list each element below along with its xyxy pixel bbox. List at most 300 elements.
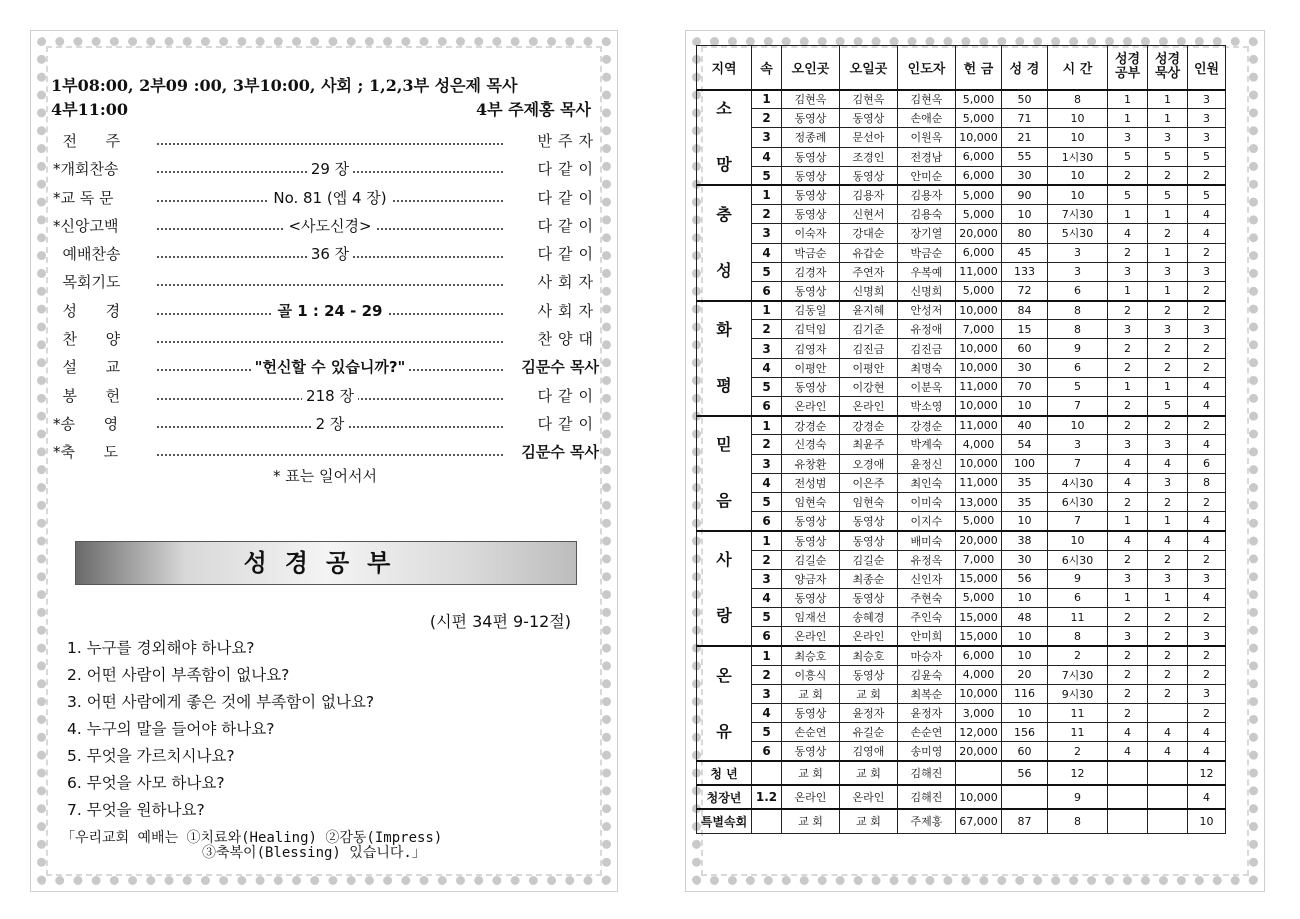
- table-cell: 10: [1002, 588, 1048, 607]
- table-cell: 12,000: [956, 723, 1002, 742]
- table-cell: 동영상: [782, 147, 840, 166]
- table-cell: 3: [1108, 262, 1148, 281]
- table-row: [697, 147, 1226, 166]
- table-cell: 3: [1188, 320, 1226, 339]
- table-cell: 동영상: [782, 377, 840, 396]
- table-cell: 2: [1148, 358, 1188, 377]
- table-cell: [1108, 785, 1148, 809]
- order-row: [53, 297, 599, 325]
- table-cell: 4: [1188, 785, 1226, 809]
- column-header-line: 묵상: [1154, 66, 1181, 82]
- special-region: 청장년: [697, 785, 752, 809]
- group-number: 5: [752, 166, 782, 185]
- table-cell: 7: [1048, 397, 1108, 416]
- table-cell: 11: [1048, 723, 1108, 742]
- column-header: 속: [752, 46, 782, 90]
- table-cell: 동영상: [782, 588, 840, 607]
- table-cell: 11: [1048, 608, 1108, 627]
- table-cell: 동영상: [840, 665, 898, 684]
- order-row: [53, 410, 599, 438]
- table-cell: 156: [1002, 723, 1048, 742]
- table-cell: 교 회: [782, 809, 840, 833]
- group-number: 5: [752, 608, 782, 627]
- table-cell: 11: [1048, 704, 1108, 723]
- table-cell: 7시30: [1048, 205, 1108, 224]
- table-cell: 11,000: [956, 377, 1002, 396]
- order-detail: [157, 212, 503, 240]
- table-cell: 2: [1148, 301, 1188, 320]
- table-cell: 송미영: [898, 742, 956, 761]
- order-leader: 다같이: [537, 245, 599, 264]
- left-page: [30, 30, 618, 892]
- special-number: 1.2: [752, 785, 782, 809]
- order-detail: [157, 184, 503, 212]
- region-cell: 소 망: [697, 90, 752, 186]
- table-cell: 2: [1188, 243, 1226, 262]
- special-row: [697, 809, 1226, 833]
- table-cell: 2: [1148, 492, 1188, 511]
- table-cell: 8: [1048, 320, 1108, 339]
- table-cell: 김기준: [840, 320, 898, 339]
- order-row: [53, 325, 599, 353]
- table-cell: 우복예: [898, 262, 956, 281]
- table-cell: 4: [1148, 742, 1188, 761]
- table-cell: 4: [1188, 742, 1226, 761]
- question-item: 5. 무엇을 가르치시나요?: [67, 747, 235, 765]
- order-label: *축 도: [53, 443, 119, 462]
- table-cell: 2: [1108, 243, 1148, 262]
- table-cell: 강경순: [898, 416, 956, 435]
- column-header-line: 성경: [1114, 52, 1141, 68]
- table-cell: 동영상: [840, 166, 898, 185]
- order-leader: 사회자: [537, 301, 599, 320]
- table-cell: 48: [1002, 608, 1048, 627]
- table-cell: 100: [1002, 454, 1048, 473]
- column-header-line: 성경: [1154, 52, 1181, 68]
- table-cell: 10,000: [956, 339, 1002, 358]
- group-number: 4: [752, 473, 782, 492]
- table-header: [697, 46, 1226, 90]
- table-row: [697, 416, 1226, 435]
- table-cell: 오경애: [840, 454, 898, 473]
- table-cell: 이흥식: [782, 665, 840, 684]
- order-detail-text: <사도신경>: [284, 217, 375, 235]
- table-cell: 신명희: [840, 281, 898, 300]
- group-number: 3: [752, 684, 782, 703]
- order-row: [53, 240, 599, 268]
- table-cell: 2: [1108, 704, 1148, 723]
- question-item: 6. 무엇을 사모 하나요?: [67, 774, 225, 792]
- table-cell: 교 회: [782, 684, 840, 703]
- column-header: 성 경: [1002, 46, 1048, 90]
- group-number: 1: [752, 90, 782, 109]
- table-cell: 60: [1002, 742, 1048, 761]
- order-leader: 김문수 목사: [521, 443, 599, 462]
- table-cell: 김현옥: [782, 90, 840, 109]
- order-label: *개회찬송: [53, 160, 119, 179]
- right-page: [685, 30, 1265, 892]
- table-cell: 2: [1108, 608, 1148, 627]
- column-header: 인원: [1188, 46, 1226, 90]
- table-cell: 7: [1048, 512, 1108, 531]
- table-cell: 10: [1002, 704, 1048, 723]
- table-cell: 8: [1048, 90, 1108, 109]
- table-row: [697, 608, 1226, 627]
- table-cell: 10: [1002, 512, 1048, 531]
- group-number: 5: [752, 377, 782, 396]
- table-cell: 온라인: [840, 397, 898, 416]
- table-cell: 2: [1188, 646, 1226, 665]
- table-cell: 5: [1188, 147, 1226, 166]
- table-cell: 1: [1108, 205, 1148, 224]
- group-number: 6: [752, 512, 782, 531]
- attendance-table: [696, 45, 1226, 834]
- table-cell: 2: [1108, 358, 1148, 377]
- table-cell: 김현옥: [898, 90, 956, 109]
- table-row: [697, 205, 1226, 224]
- table-cell: 온라인: [782, 627, 840, 646]
- table-cell: 2: [1048, 742, 1108, 761]
- table-cell: 김현옥: [840, 90, 898, 109]
- table-cell: 조경인: [840, 147, 898, 166]
- table-cell: 김영애: [840, 742, 898, 761]
- group-number: 3: [752, 224, 782, 243]
- group-number: 5: [752, 723, 782, 742]
- table-row: [697, 109, 1226, 128]
- table-cell: 박금순: [782, 243, 840, 262]
- table-cell: 최명숙: [898, 358, 956, 377]
- table-cell: 이평안: [840, 358, 898, 377]
- table-cell: [1108, 761, 1148, 785]
- table-cell: 20,000: [956, 531, 1002, 550]
- table-cell: 5시30: [1048, 224, 1108, 243]
- table-cell: 2: [1148, 665, 1188, 684]
- group-number: 6: [752, 742, 782, 761]
- scripture-reference: (시편 34편 9-12절): [429, 612, 571, 631]
- table-row: [697, 301, 1226, 320]
- group-number: 1: [752, 301, 782, 320]
- table-cell: 동영상: [782, 512, 840, 531]
- table-cell: 동영상: [782, 742, 840, 761]
- order-detail-text: 2 장: [312, 415, 349, 433]
- table-cell: 김영자: [782, 339, 840, 358]
- table-cell: 김덕임: [782, 320, 840, 339]
- table-cell: 손애순: [898, 109, 956, 128]
- table-cell: 2: [1148, 646, 1188, 665]
- table-cell: 8: [1048, 301, 1108, 320]
- table-cell: 5,000: [956, 185, 1002, 204]
- table-row: [697, 627, 1226, 646]
- table-cell: 7시30: [1048, 665, 1108, 684]
- table-cell: 9: [1048, 339, 1108, 358]
- table-cell: 10,000: [956, 785, 1002, 809]
- table-cell: 70: [1002, 377, 1048, 396]
- table-cell: 동영상: [782, 281, 840, 300]
- table-cell: 김진금: [898, 339, 956, 358]
- table-row: [697, 684, 1226, 703]
- table-row: [697, 262, 1226, 281]
- question-item: 1. 누구를 경외해야 하나요?: [67, 639, 255, 657]
- table-cell: 2: [1148, 608, 1188, 627]
- group-number: 1: [752, 646, 782, 665]
- table-cell: 2: [1108, 416, 1148, 435]
- group-number: 2: [752, 435, 782, 454]
- table-cell: 55: [1002, 147, 1048, 166]
- table-cell: 1: [1108, 377, 1148, 396]
- table-cell: 강경순: [782, 416, 840, 435]
- group-number: 6: [752, 397, 782, 416]
- order-leader: 찬양대: [537, 330, 599, 349]
- table-cell: 4: [1148, 454, 1188, 473]
- bible-study-banner: 성경공부: [75, 541, 577, 585]
- table-row: [697, 435, 1226, 454]
- special-number: [752, 761, 782, 785]
- table-cell: 신경숙: [782, 435, 840, 454]
- table-row: [697, 166, 1226, 185]
- table-cell: 10,000: [956, 301, 1002, 320]
- table-cell: 6: [1188, 454, 1226, 473]
- table-cell: 6,000: [956, 243, 1002, 262]
- table-cell: 2: [1188, 416, 1226, 435]
- special-region: 청 년: [697, 761, 752, 785]
- table-cell: 54: [1002, 435, 1048, 454]
- table-cell: 4: [1148, 531, 1188, 550]
- group-number: 3: [752, 128, 782, 147]
- table-cell: 15: [1002, 320, 1048, 339]
- table-cell: 6: [1048, 588, 1108, 607]
- table-cell: 임현숙: [840, 492, 898, 511]
- table-cell: 13,000: [956, 492, 1002, 511]
- table-cell: 양금자: [782, 569, 840, 588]
- table-cell: 김길순: [782, 550, 840, 569]
- table-cell: 80: [1002, 224, 1048, 243]
- order-detail: [157, 297, 503, 325]
- table-cell: 5: [1108, 185, 1148, 204]
- table-cell: 이평안: [782, 358, 840, 377]
- question-item: 2. 어떤 사람이 부족함이 없나요?: [67, 666, 290, 684]
- special-row: [697, 785, 1226, 809]
- table-cell: 2: [1108, 301, 1148, 320]
- order-label: 예배찬송: [53, 245, 121, 264]
- table-cell: 온라인: [782, 785, 840, 809]
- table-row: [697, 512, 1226, 531]
- table-cell: 교 회: [840, 684, 898, 703]
- order-row: [53, 268, 599, 296]
- table-cell: 2: [1108, 646, 1148, 665]
- table-cell: 12: [1048, 761, 1108, 785]
- table-cell: 6시30: [1048, 492, 1108, 511]
- table-cell: 10: [1002, 397, 1048, 416]
- table-row: [697, 588, 1226, 607]
- group-number: 3: [752, 339, 782, 358]
- table-cell: 유창환: [782, 454, 840, 473]
- service-4th-leader: 4부 주제홍 목사: [475, 100, 591, 119]
- table-cell: 3: [1048, 435, 1108, 454]
- special-row: [697, 761, 1226, 785]
- table-row: [697, 723, 1226, 742]
- table-cell: 3: [1188, 627, 1226, 646]
- table-cell: 2: [1148, 684, 1188, 703]
- order-label: 전 주: [53, 132, 121, 150]
- table-cell: 주인숙: [898, 608, 956, 627]
- order-detail-text: 골 1 : 24 - 29: [273, 302, 386, 320]
- table-cell: 윤정자: [840, 704, 898, 723]
- table-cell: 이미숙: [898, 492, 956, 511]
- table-cell: 1: [1148, 243, 1188, 262]
- table-cell: 3: [1108, 128, 1148, 147]
- table-cell: 60: [1002, 339, 1048, 358]
- table-cell: 2: [1108, 397, 1148, 416]
- table-cell: 2: [1188, 704, 1226, 723]
- table-cell: 1: [1148, 281, 1188, 300]
- table-cell: 동영상: [840, 512, 898, 531]
- order-row: [53, 212, 599, 240]
- table-cell: 15,000: [956, 569, 1002, 588]
- table-cell: 교 회: [782, 761, 840, 785]
- table-cell: 6시30: [1048, 550, 1108, 569]
- order-leader: 사회자: [537, 273, 599, 292]
- table-cell: 10: [1048, 185, 1108, 204]
- table-cell: 7: [1048, 454, 1108, 473]
- table-cell: 4: [1188, 723, 1226, 742]
- study-questions: [67, 635, 374, 824]
- table-cell: 2: [1188, 550, 1226, 569]
- table-cell: [1148, 704, 1188, 723]
- question-item: 4. 누구의 말을 들어야 하나요?: [67, 720, 275, 738]
- table-cell: 4: [1188, 205, 1226, 224]
- table-cell: 10: [1048, 531, 1108, 550]
- footer-line-1: 「우리교회 예배는 ①치료와(Healing) ②감동(Impress): [61, 830, 443, 846]
- table-cell: 4: [1108, 454, 1148, 473]
- table-cell: 최승호: [782, 646, 840, 665]
- special-region: 특별속회: [697, 809, 752, 833]
- table-cell: 1: [1108, 90, 1148, 109]
- order-row: [53, 382, 599, 410]
- order-leader: 김문수 목사: [521, 358, 599, 377]
- table-cell: 이강현: [840, 377, 898, 396]
- table-row: [697, 454, 1226, 473]
- table-cell: 90: [1002, 185, 1048, 204]
- table-cell: 2: [1108, 684, 1148, 703]
- table-cell: 전경남: [898, 147, 956, 166]
- table-cell: 30: [1002, 358, 1048, 377]
- table-cell: 2: [1148, 627, 1188, 646]
- order-label: 봉 헌: [53, 386, 121, 405]
- table-cell: 교 회: [840, 809, 898, 833]
- order-row: [53, 127, 599, 155]
- table-cell: 12: [1188, 761, 1226, 785]
- table-cell: 2: [1188, 166, 1226, 185]
- column-header-line: 공부: [1114, 66, 1141, 82]
- table-row: [697, 224, 1226, 243]
- table-cell: 9시30: [1048, 684, 1108, 703]
- table-cell: 4: [1188, 435, 1226, 454]
- table-cell: 5,000: [956, 281, 1002, 300]
- table-cell: 강대순: [840, 224, 898, 243]
- table-cell: 4: [1148, 723, 1188, 742]
- order-leader: 다같이: [537, 216, 599, 235]
- table-cell: 3: [1048, 243, 1108, 262]
- table-cell: 배미숙: [898, 531, 956, 550]
- group-number: 2: [752, 109, 782, 128]
- table-cell: 2: [1188, 301, 1226, 320]
- table-cell: 1: [1148, 588, 1188, 607]
- table-cell: 동영상: [782, 166, 840, 185]
- table-cell: 송혜경: [840, 608, 898, 627]
- table-row: [697, 358, 1226, 377]
- table-cell: 동영상: [840, 588, 898, 607]
- order-label: *송 영: [53, 414, 119, 433]
- order-label: 성 경: [53, 301, 121, 320]
- table-cell: 3: [1108, 435, 1148, 454]
- table-row: [697, 492, 1226, 511]
- table-cell: 6: [1048, 358, 1108, 377]
- table-cell: 전성범: [782, 473, 840, 492]
- table-cell: 9: [1048, 785, 1108, 809]
- table-row: [697, 377, 1226, 396]
- table-cell: 2: [1188, 492, 1226, 511]
- table-cell: 2: [1108, 339, 1148, 358]
- table-cell: 1: [1108, 109, 1148, 128]
- footer-line-2: ③축복이(Blessing) 있습니다.」: [202, 845, 426, 861]
- table-cell: 유정옥: [898, 550, 956, 569]
- table-cell: 3: [1108, 569, 1148, 588]
- table-cell: 8: [1048, 809, 1108, 833]
- table-row: [697, 90, 1226, 109]
- table-row: [697, 128, 1226, 147]
- table-cell: 유길순: [840, 723, 898, 742]
- table-cell: 40: [1002, 416, 1048, 435]
- table-cell: 3: [1188, 128, 1226, 147]
- order-label: *신앙고백: [53, 216, 119, 235]
- table-cell: 10: [1002, 205, 1048, 224]
- table-cell: 동영상: [782, 531, 840, 550]
- table-cell: 20: [1002, 665, 1048, 684]
- service-times: 1부08:00, 2부09 :00, 3부10:00, 사회 ; 1,2,3부 성은제 목사: [51, 76, 518, 95]
- table-cell: 6,000: [956, 147, 1002, 166]
- table-cell: 1: [1108, 281, 1148, 300]
- table-cell: 박계숙: [898, 435, 956, 454]
- table-cell: 5,000: [956, 512, 1002, 531]
- table-cell: 유갑순: [840, 243, 898, 262]
- region-cell: 믿 음: [697, 416, 752, 531]
- table-cell: 박소영: [898, 397, 956, 416]
- table-cell: 윤정신: [898, 454, 956, 473]
- table-cell: 4: [1108, 723, 1148, 742]
- table-cell: 주연자: [840, 262, 898, 281]
- group-number: 4: [752, 358, 782, 377]
- table-cell: 2: [1048, 646, 1108, 665]
- group-number: 2: [752, 205, 782, 224]
- table-cell: 10,000: [956, 684, 1002, 703]
- table-cell: 6,000: [956, 166, 1002, 185]
- table-cell: 온라인: [782, 397, 840, 416]
- table-cell: 4,000: [956, 435, 1002, 454]
- table-cell: 3: [1148, 473, 1188, 492]
- table-cell: 15,000: [956, 608, 1002, 627]
- table-cell: 3: [1148, 262, 1188, 281]
- table-cell: [1148, 785, 1188, 809]
- table-row: [697, 569, 1226, 588]
- table-cell: 2: [1108, 550, 1148, 569]
- order-label: 목회기도: [53, 273, 121, 292]
- table-cell: 7,000: [956, 550, 1002, 569]
- group-number: 1: [752, 185, 782, 204]
- table-cell: 김윤숙: [898, 665, 956, 684]
- group-number: 6: [752, 627, 782, 646]
- table-row: [697, 665, 1226, 684]
- table-row: [697, 704, 1226, 723]
